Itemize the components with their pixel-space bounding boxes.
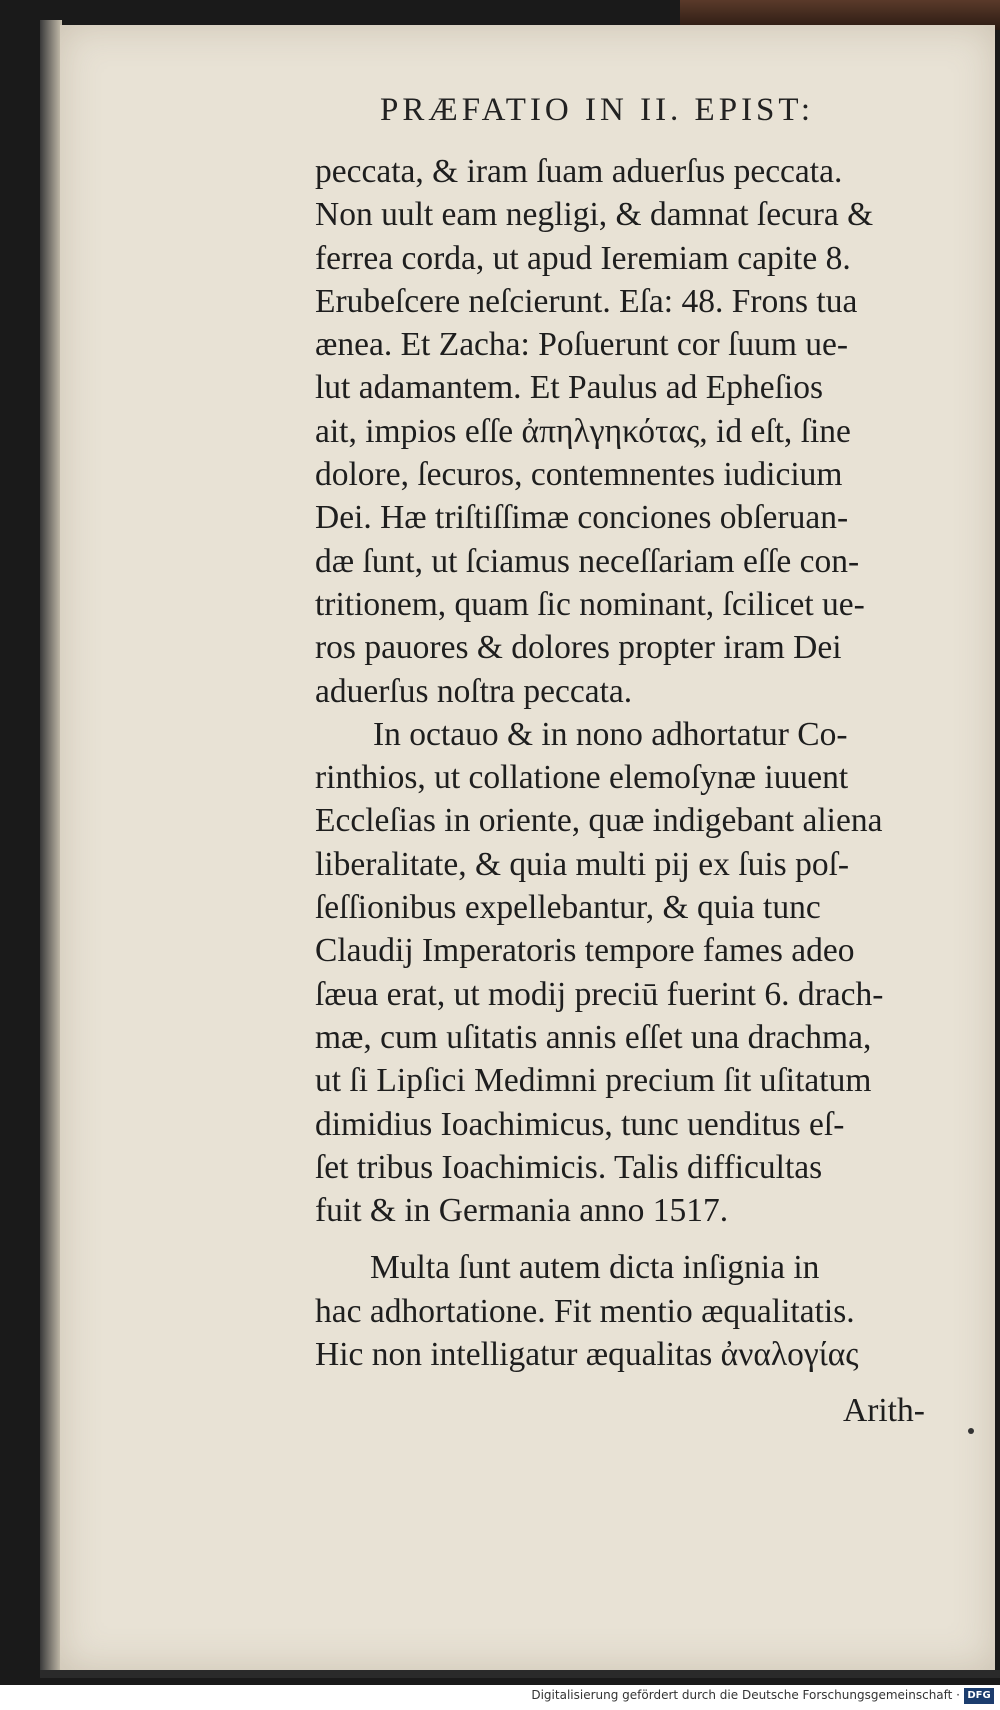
body-text: [315, 150, 965, 1376]
text-line: ſeſſionibus expellebantur, & quia tunc: [315, 889, 821, 927]
page-edge-left: [40, 20, 62, 1675]
text-line: aduerſus noſtra peccata.: [315, 672, 633, 710]
footer-credit: Digitalisierung gefördert durch die Deutsche Forschungsgemeinschaft ·: [531, 1688, 960, 1702]
text-line: fuit & in Germania anno 1517.: [315, 1192, 729, 1230]
text-line: hac adhortatione. Fit mentio æqualitatis.: [315, 1292, 855, 1330]
text-line: ferrea corda, ut apud Ieremiam capite 8.: [315, 239, 851, 277]
text-line: ait, impios eſſe ἀπηλγηκότας, id eſt, ſine: [315, 412, 851, 450]
text-line: tritionem, quam ſic nominant, ſcilicet ue-: [315, 585, 865, 623]
ink-dot: [968, 1428, 974, 1434]
text-line: Erubeſcere neſcierunt. Eſa: 48. Frons tua: [315, 282, 858, 320]
text-line: Non uult eam negligi, & damnat ſecura &: [315, 196, 874, 234]
text-line: ænea. Et Zacha: Poſuerunt cor ſuum ue-: [315, 326, 849, 364]
text-line: ſet tribus Ioachimicis. Talis difficultas: [315, 1148, 823, 1186]
text-line: In octauo & in nono adhortatur Co-: [373, 715, 848, 753]
text-line: rinthios, ut collatione elemoſynæ iuuent: [315, 759, 849, 797]
text-line: peccata, & iram ſuam aduerſus peccata.: [315, 153, 843, 190]
text-line: Hic non intelligatur æqualitas ἀναλογίας: [315, 1336, 859, 1374]
text-line: Dei. Hæ triſtiſſimæ conciones obſeruan-: [315, 499, 849, 537]
running-title: PRÆFATIO IN II. EPIST:: [380, 92, 815, 128]
text-line: dimidius Ioachimicus, tunc uenditus eſ-: [315, 1105, 845, 1143]
text-line: Eccleſias in oriente, quæ indigebant aliena: [315, 802, 883, 840]
text-line: liberalitate, & quia multi pij ex ſuis poſ-: [315, 845, 850, 883]
text-line: dæ ſunt, ut ſciamus neceſſariam eſſe con-: [315, 542, 860, 580]
catchword: Arith-: [843, 1392, 925, 1429]
dfg-logo: DFG: [964, 1688, 994, 1704]
text-line: ſæua erat, ut modij preciū fuerint 6. drach-: [315, 975, 884, 1013]
text-line: ros pauores & dolores propter iram Dei: [315, 629, 842, 667]
text-line: mæ, cum uſitatis annis eſſet una drachma,: [315, 1018, 872, 1056]
page-edge-bottom: [40, 1670, 1000, 1678]
text-line: Claudij Imperatoris tempore fames adeo: [315, 932, 855, 970]
text-line: dolore, ſecuros, contemnentes iudicium: [315, 456, 843, 494]
text-line: ut ſi Lipſici Medimni precium ſit uſitatum: [315, 1062, 872, 1100]
footer-bar: [0, 1685, 1000, 1710]
text-line: lut adamantem. Et Paulus ad Epheſios: [315, 369, 823, 407]
text-line: Multa ſunt autem dicta inſignia in: [370, 1249, 820, 1287]
